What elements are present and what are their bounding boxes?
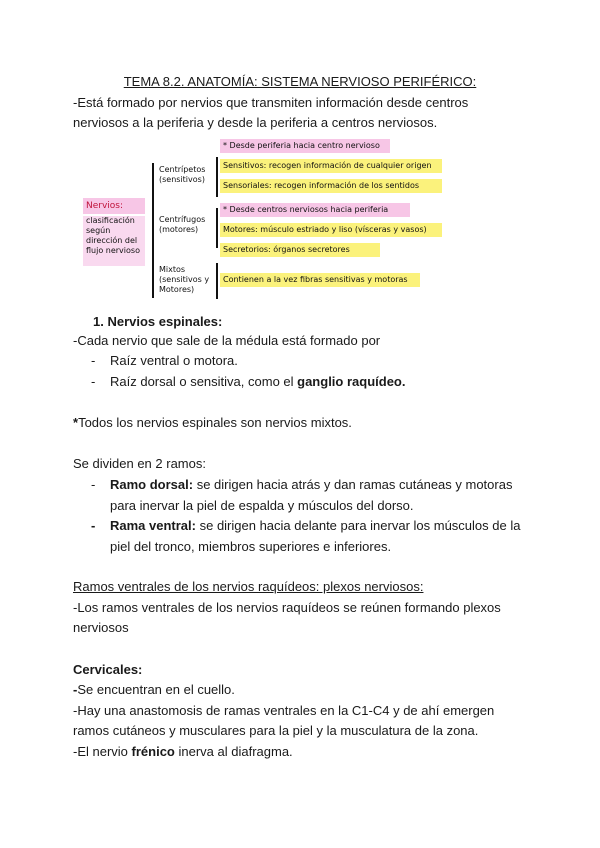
frenico-term: frénico	[131, 744, 175, 759]
nervios-label: Nervios:	[83, 198, 145, 214]
ramo-dorsal-term: Ramo dorsal:	[110, 477, 194, 492]
cervicales-text: -El nervio	[73, 744, 132, 759]
cervicales-dash: -	[73, 682, 78, 697]
mixtos-bracket	[216, 263, 218, 299]
list-dash: -	[91, 374, 96, 389]
rama-ventral-cont: piel del tronco, miembros superiores e inferiores.	[110, 539, 392, 554]
rama-ventral-text: se dirigen hacia delante para inervar los músculos de la	[195, 518, 521, 533]
ramo-dorsal-line	[110, 475, 512, 495]
desde-centros-box: * Desde centros nerviosos hacia periferia	[220, 203, 410, 217]
ganglio-raquideo-term: ganglio raquídeo.	[297, 374, 406, 389]
cervicales-line2: -Hay una anastomosis de ramas ventrales en la C1-C4 y de ahí emergen	[73, 703, 495, 718]
list-dash: -	[91, 477, 96, 492]
centrifugos-label	[156, 215, 216, 239]
intro-line-1: -Está formado por nervios que transmiten información desde centros	[73, 95, 469, 110]
list-dash: -	[91, 353, 96, 368]
intro-line-2: nerviosos a la periferia y desde la periferia a centros nerviosos.	[73, 115, 438, 130]
cervicales-text: inerva al diafragma.	[174, 744, 293, 759]
mixtos-line: (sensitivos y	[159, 275, 210, 284]
mixtos-line: Mixtos	[159, 265, 186, 274]
plexos-heading: Ramos ventrales de los nervios raquídeos: plexos nerviosos:	[73, 579, 424, 594]
clasificacion-line: dirección del	[86, 236, 138, 245]
rama-ventral-term: Rama ventral:	[110, 518, 196, 533]
mixtos-label	[156, 265, 216, 299]
cervicales-heading: Cervicales:	[73, 662, 143, 677]
page-title: TEMA 8.2. ANATOMÍA: SISTEMA NERVIOSO PERIFÉRICO:	[123, 74, 477, 89]
list-dash: -	[91, 518, 96, 533]
list-item	[110, 372, 405, 392]
rama-ventral-line	[110, 516, 520, 536]
ramo-dorsal-cont: para inervar la piel de espalda y músculos del dorso.	[110, 498, 414, 513]
clasificacion-box	[83, 216, 145, 266]
centripetos-line: (sensitivos)	[159, 175, 205, 184]
secretorios-box: Secretorios: órganos secretores	[220, 243, 380, 257]
section-heading-nervios-espinales: 1. Nervios espinales:	[93, 314, 223, 329]
mixtos-line: Motores)	[159, 285, 195, 294]
sensitivos-box: Sensitivos: recogen información de cualquier origen	[220, 159, 442, 173]
clasificacion-line: según	[86, 226, 111, 235]
clasificacion-line: flujo nervioso	[86, 246, 140, 255]
centrifugos-bracket	[216, 208, 218, 248]
cervicales-line4	[73, 742, 293, 762]
note-text: Todos los nervios espinales son nervios mixtos.	[78, 415, 352, 430]
ramo-dorsal-text: se dirigen hacia atrás y dan ramas cutáneas y motoras	[193, 477, 513, 492]
cervicales-text: Se encuentran en el cuello.	[77, 682, 235, 697]
list-item: Raíz ventral o motora.	[110, 353, 238, 368]
nervios-classification-figure	[73, 133, 453, 305]
main-bracket	[152, 163, 154, 298]
section1-line1: -Cada nervio que sale de la médula está formado por	[73, 333, 381, 348]
cervicales-line3: ramos cutáneos y musculares para la piel y la musculatura de la zona.	[73, 723, 479, 738]
motores-box: Motores: músculo estriado y liso (vísceras y vasos)	[220, 223, 442, 237]
centrifugos-line: Centrífugos	[159, 215, 206, 224]
plexos-line2: nerviosos	[73, 620, 129, 635]
plexos-line1: -Los ramos ventrales de los nervios raquídeos se reúnen formando plexos	[73, 600, 501, 615]
contienen-box: Contienen a la vez fibras sensitivas y motoras	[220, 273, 420, 287]
centripetos-line: Centrípetos	[159, 165, 206, 174]
list-item-text: Raíz dorsal o sensitiva, como el	[110, 374, 298, 389]
desde-periferia-box: * Desde periferia hacia centro nervioso	[220, 139, 390, 153]
note-line	[73, 413, 352, 433]
sensoriales-box: Sensoriales: recogen información de los sentidos	[220, 179, 442, 193]
cervicales-line1	[73, 680, 235, 700]
clasificacion-line: clasificación	[86, 216, 135, 225]
centripetos-label	[156, 165, 216, 189]
centrifugos-line: (motores)	[159, 225, 199, 234]
centripetos-bracket	[216, 157, 218, 197]
ramos-intro: Se dividen en 2 ramos:	[73, 456, 206, 471]
note-star: *	[73, 415, 79, 430]
